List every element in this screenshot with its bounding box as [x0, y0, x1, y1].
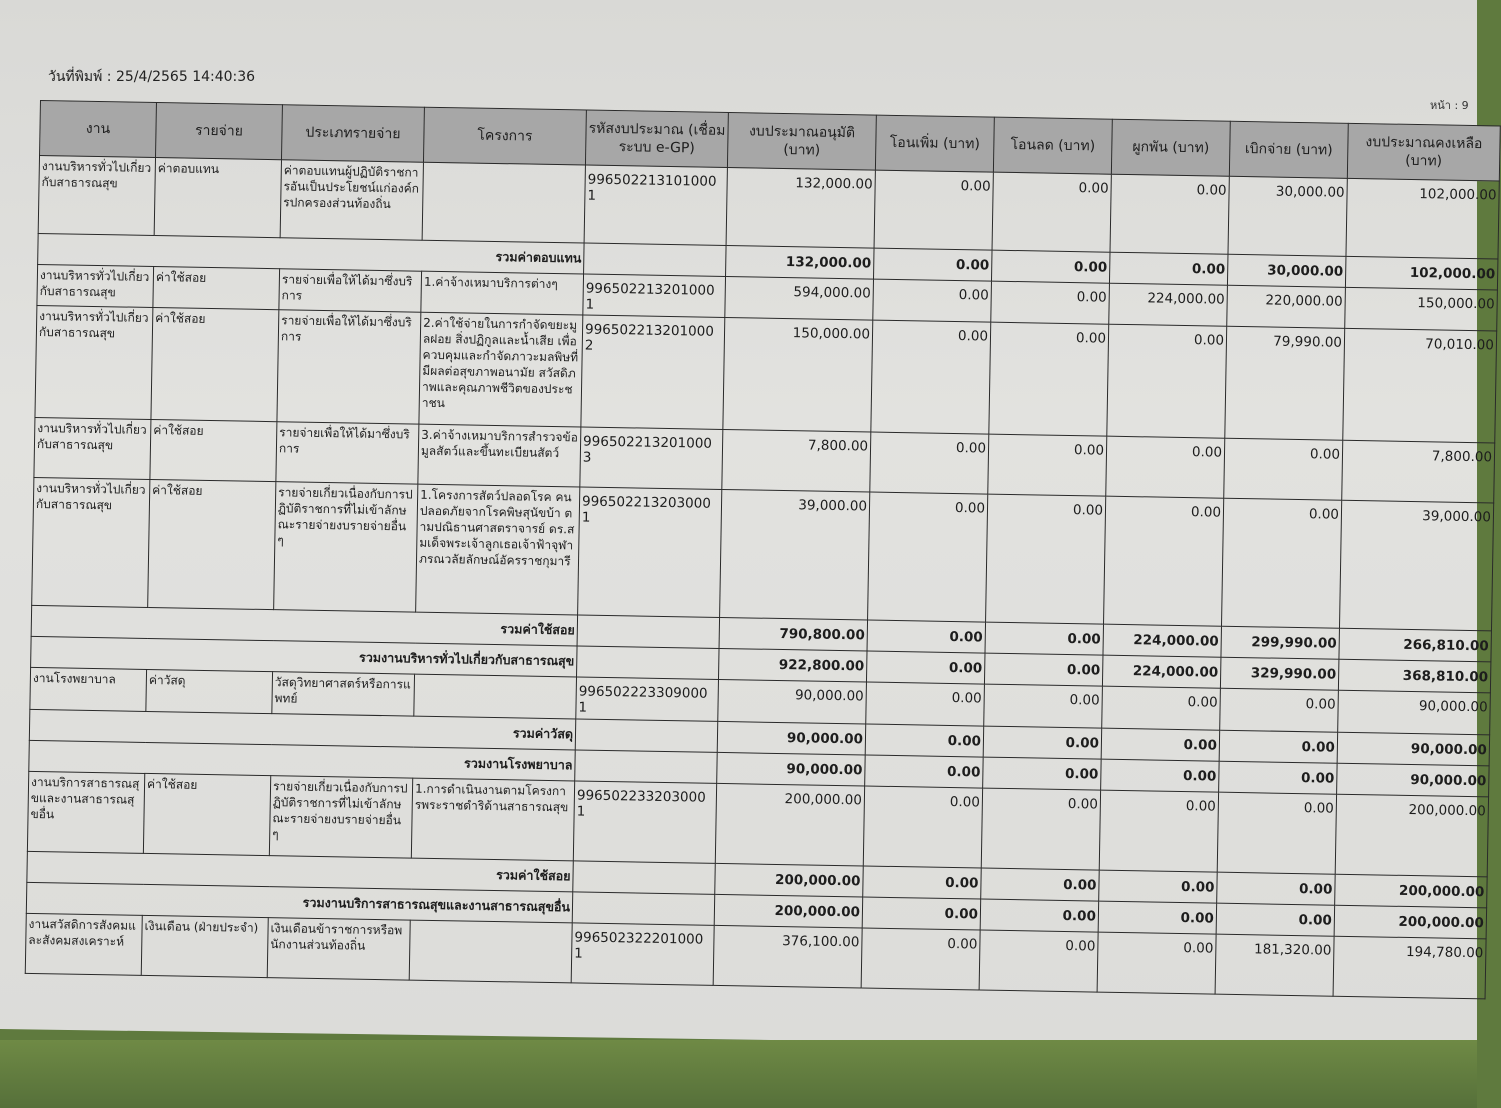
transfer-in-cell: 0.00 [874, 170, 993, 250]
budget-code-cell: 9965022332030001 [573, 781, 716, 863]
approved-cell: 922,800.00 [718, 648, 867, 682]
disbursed-cell: 329,990.00 [1220, 657, 1339, 690]
empty-cell [577, 646, 720, 679]
approved-cell: 594,000.00 [725, 276, 874, 320]
project-cell [409, 920, 572, 983]
remaining-cell: 102,000.00 [1345, 256, 1498, 290]
remaining-cell: 200,000.00 [1335, 874, 1488, 908]
project-cell: 1.โครงการสัตว์ปลอดโรค คนปลอดภัยจากโรคพิษสุนัขบ้า ตามปณิธานศาสตราจารย์ ดร.สมเด็จพระเจ้าลูกเธอเจ้าฟ้าจุฬาภรณวลัยลักษณ์อัครราชกุมารี [416, 484, 580, 615]
disbursed-cell: 0.00 [1217, 792, 1336, 874]
approved-cell: 39,000.00 [720, 489, 870, 620]
transfer-in-cell: 0.00 [870, 432, 989, 494]
category-cell: เงินเดือนข้าราชการหรือพนักงานส่วนท้องถิ่น [267, 918, 410, 980]
approved-cell: 200,000.00 [715, 783, 864, 866]
transfer-out-cell: 0.00 [983, 757, 1102, 790]
committed-cell: 0.00 [1099, 870, 1218, 903]
expense-cell: เงินเดือน (ฝ่ายประจำ) [141, 915, 268, 977]
empty-cell [577, 615, 720, 648]
expense-cell: ค่าใช้สอย [151, 308, 279, 422]
budget-code-cell: 9965022233090001 [576, 677, 719, 721]
disbursed-cell: 181,320.00 [1215, 934, 1334, 996]
category-cell: รายจ่ายเพื่อให้ได้มาซึ่งบริการ [276, 422, 419, 484]
approved-cell: 90,000.00 [718, 679, 867, 724]
column-header: ประเภทรายจ่าย [281, 105, 424, 162]
work-cell: งานบริหารทั่วไปเกี่ยวกับสาธารณสุข [38, 156, 155, 236]
transfer-out-cell: 0.00 [984, 653, 1103, 686]
remaining-cell: 70,010.00 [1343, 328, 1497, 443]
budget-code-cell: 9965022132030001 [578, 487, 722, 617]
remaining-cell: 102,000.00 [1346, 178, 1499, 259]
subtotal-label: รวมค่าใช้สอย [31, 605, 577, 646]
transfer-out-cell: 0.00 [981, 788, 1100, 870]
disbursed-cell: 0.00 [1217, 872, 1336, 905]
remaining-cell: 194,780.00 [1333, 936, 1486, 999]
approved-cell: 790,800.00 [719, 617, 868, 651]
committed-cell: 224,000.00 [1102, 655, 1221, 688]
project-cell: 2.ค่าใช้จ่ายในการกำจัดขยะมูลฝอย สิ่งปฏิกูลและน้ำเสีย เพื่อควบคุมและกำจัดภาวะมลพิษที่มีผลต่อสุขภาพอนามัย สวัสดิภาพและคุณภาพชีวิตของประชาชน [419, 312, 583, 427]
subtotal-label: รวมค่าวัสดุ [29, 709, 575, 750]
remaining-cell: 90,000.00 [1337, 763, 1490, 797]
empty-cell [575, 719, 718, 752]
approved-cell: 376,100.00 [713, 925, 862, 988]
transfer-out-cell: 0.00 [989, 322, 1109, 436]
category-cell: วัสดุวิทยาศาสตร์หรือการแพทย์ [272, 672, 415, 716]
transfer-out-cell: 0.00 [992, 172, 1111, 252]
expense-cell: ค่าใช้สอย [150, 419, 277, 481]
disbursed-cell: 0.00 [1220, 688, 1339, 732]
empty-cell [573, 861, 716, 894]
category-cell: รายจ่ายเกี่ยวเนื่องกับการปฏิบัติราชการที่ไม่เข้าลักษณะรายจ่ายงบรายจ่ายอื่น ๆ [269, 776, 412, 858]
column-header: งาน [40, 101, 157, 158]
transfer-in-cell: 0.00 [862, 897, 981, 930]
committed-cell: 0.00 [1109, 252, 1228, 285]
project-cell: 1.การดำเนินงานตามโครงการพระราชดำริด้านสาธารณสุข [411, 778, 574, 861]
subtotal-label: รวมงานโรงพยาบาล [29, 740, 575, 781]
committed-cell: 0.00 [1104, 496, 1224, 626]
expense-cell: ค่าใช้สอย [148, 479, 276, 609]
transfer-in-cell: 0.00 [866, 651, 985, 684]
committed-cell: 224,000.00 [1109, 283, 1228, 326]
project-cell [422, 162, 585, 243]
transfer-in-cell: 0.00 [873, 279, 992, 322]
disbursed-cell: 299,990.00 [1221, 626, 1340, 659]
category-cell: ค่าตอบแทนผู้ปฏิบัติราชการอันเป็นประโยชน์แก่องค์กรปกครองส่วนท้องถิ่น [280, 160, 423, 240]
transfer-in-cell: 0.00 [874, 248, 993, 281]
disbursed-cell: 0.00 [1219, 761, 1338, 794]
approved-cell: 132,000.00 [726, 168, 875, 249]
subtotal-label: รวมค่าใช้สอย [27, 851, 573, 892]
expense-cell: ค่าใช้สอย [143, 773, 270, 855]
disbursed-cell: 220,000.00 [1227, 285, 1346, 328]
column-header: รหัสงบประมาณ (เชื่อมระบบ e-GP) [585, 110, 728, 167]
empty-cell [572, 892, 715, 925]
approved-cell: 90,000.00 [717, 752, 866, 786]
disbursed-cell: 30,000.00 [1228, 176, 1347, 256]
remaining-cell: 90,000.00 [1338, 690, 1491, 735]
disbursed-cell: 0.00 [1221, 498, 1341, 628]
transfer-in-cell: 0.00 [868, 492, 988, 622]
transfer-out-cell: 0.00 [979, 930, 1098, 992]
approved-cell: 132,000.00 [726, 245, 875, 279]
work-cell: งานบริการสาธารณสุขและงานสาธารณสุขอื่น [27, 771, 144, 853]
project-cell [414, 674, 577, 719]
subtotal-label: รวมงานบริการสาธารณสุขและงานสาธารณสุขอื่น [26, 882, 572, 923]
column-header: ผูกพัน (บาท) [1111, 119, 1230, 176]
background-surface [0, 1040, 1477, 1108]
subtotal-label: รวมงานบริหารทั่วไปเกี่ยวกับสาธารณสุข [31, 636, 577, 677]
expense-cell: ค่าใช้สอย [153, 267, 280, 310]
transfer-in-cell: 0.00 [861, 928, 980, 990]
remaining-cell: 90,000.00 [1337, 732, 1490, 766]
remaining-cell: 7,800.00 [1342, 440, 1495, 503]
committed-cell: 0.00 [1101, 728, 1220, 761]
print-date: วันที่พิมพ์ : 25/4/2565 14:40:36 [48, 69, 256, 85]
committed-cell: 0.00 [1110, 174, 1229, 254]
transfer-in-cell: 0.00 [866, 682, 985, 726]
column-header: งบประมาณคงเหลือ (บาท) [1347, 123, 1500, 181]
expense-cell: ค่าวัสดุ [146, 669, 273, 713]
project-cell: 1.ค่าจ้างเหมาบริการต่างๆ [421, 271, 584, 315]
approved-cell: 200,000.00 [715, 863, 864, 897]
disbursed-cell: 79,990.00 [1225, 326, 1345, 440]
remaining-cell: 200,000.00 [1334, 905, 1487, 939]
empty-cell [584, 243, 727, 276]
remaining-cell: 200,000.00 [1335, 794, 1488, 877]
budget-code-cell: 9965022131010001 [584, 165, 727, 245]
empty-cell [575, 750, 718, 783]
transfer-out-cell: 0.00 [980, 899, 1099, 932]
remaining-cell: 150,000.00 [1345, 287, 1498, 331]
budget-report [25, 100, 1501, 999]
transfer-out-cell: 0.00 [983, 726, 1102, 759]
project-cell: 3.ค่าจ้างเหมาบริการสำรวจข้อมูลสัตว์และขึ้นทะเบียนสัตว์ [418, 424, 581, 487]
transfer-out-cell: 0.00 [988, 434, 1107, 496]
work-cell: งานบริหารทั่วไปเกี่ยวกับสาธารณสุข [34, 417, 151, 479]
transfer-out-cell: 0.00 [985, 622, 1104, 655]
column-header: เบิกจ่าย (บาท) [1229, 121, 1348, 178]
subtotal-label: รวมค่าตอบแทน [38, 233, 584, 274]
disbursed-cell: 30,000.00 [1227, 254, 1346, 287]
committed-cell: 0.00 [1106, 436, 1225, 498]
committed-cell: 0.00 [1097, 932, 1216, 994]
transfer-in-cell: 0.00 [867, 620, 986, 653]
budget-code-cell: 9965022132010001 [583, 274, 726, 317]
disbursed-cell: 0.00 [1216, 903, 1335, 936]
committed-cell: 224,000.00 [1103, 624, 1222, 657]
approved-cell: 200,000.00 [714, 894, 863, 928]
category-cell: รายจ่ายเกี่ยวเนื่องกับการปฏิบัติราชการที่ไม่เข้าลักษณะรายจ่ายงบรายจ่ายอื่น ๆ [274, 482, 418, 612]
approved-cell: 150,000.00 [723, 317, 873, 432]
category-cell: รายจ่ายเพื่อให้ได้มาซึ่งบริการ [277, 310, 421, 424]
work-cell: งานบริหารทั่วไปเกี่ยวกับสาธารณสุข [32, 477, 150, 607]
transfer-out-cell: 0.00 [986, 494, 1106, 624]
committed-cell: 0.00 [1101, 759, 1220, 792]
budget-code-cell: 9965022132010002 [581, 315, 725, 429]
page-number: หน้า : 9 [1430, 99, 1469, 112]
budget-code-cell: 9965022132010003 [580, 427, 723, 489]
transfer-out-cell: 0.00 [981, 868, 1100, 901]
work-cell: งานบริหารทั่วไปเกี่ยวกับสาธารณสุข [37, 264, 154, 307]
disbursed-cell: 0.00 [1224, 438, 1343, 500]
transfer-in-cell: 0.00 [863, 866, 982, 899]
approved-cell: 90,000.00 [717, 721, 866, 755]
transfer-out-cell: 0.00 [991, 281, 1110, 324]
transfer-in-cell: 0.00 [865, 724, 984, 757]
table-row [32, 477, 1494, 630]
transfer-in-cell: 0.00 [865, 755, 984, 788]
budget-code-cell: 9965023222010001 [571, 923, 714, 985]
column-header: โอนลด (บาท) [993, 117, 1112, 174]
remaining-cell: 39,000.00 [1339, 500, 1493, 631]
work-cell: งานโรงพยาบาล [30, 667, 147, 711]
remaining-cell: 368,810.00 [1338, 659, 1491, 693]
committed-cell: 0.00 [1099, 790, 1218, 872]
transfer-out-cell: 0.00 [984, 684, 1103, 728]
budget-table [25, 100, 1501, 999]
transfer-in-cell: 0.00 [863, 786, 982, 868]
work-cell: งานบริหารทั่วไปเกี่ยวกับสาธารณสุข [35, 305, 153, 419]
committed-cell: 0.00 [1107, 324, 1227, 438]
transfer-in-cell: 0.00 [871, 320, 991, 434]
transfer-out-cell: 0.00 [991, 250, 1110, 283]
approved-cell: 7,800.00 [722, 429, 871, 492]
column-header: งบประมาณอนุมัติ (บาท) [727, 113, 876, 171]
remaining-cell: 266,810.00 [1339, 628, 1492, 662]
column-header: รายจ่าย [156, 103, 283, 160]
committed-cell: 0.00 [1098, 901, 1217, 934]
column-header: โอนเพิ่ม (บาท) [875, 115, 994, 172]
category-cell: รายจ่ายเพื่อให้ได้มาซึ่งบริการ [279, 269, 422, 312]
column-header: โครงการ [423, 107, 586, 165]
expense-cell: ค่าตอบแทน [154, 158, 281, 238]
disbursed-cell: 0.00 [1219, 730, 1338, 763]
committed-cell: 0.00 [1102, 686, 1221, 730]
work-cell: งานสวัสดิการสังคมและสังคมสงเคราะห์ [25, 913, 142, 975]
